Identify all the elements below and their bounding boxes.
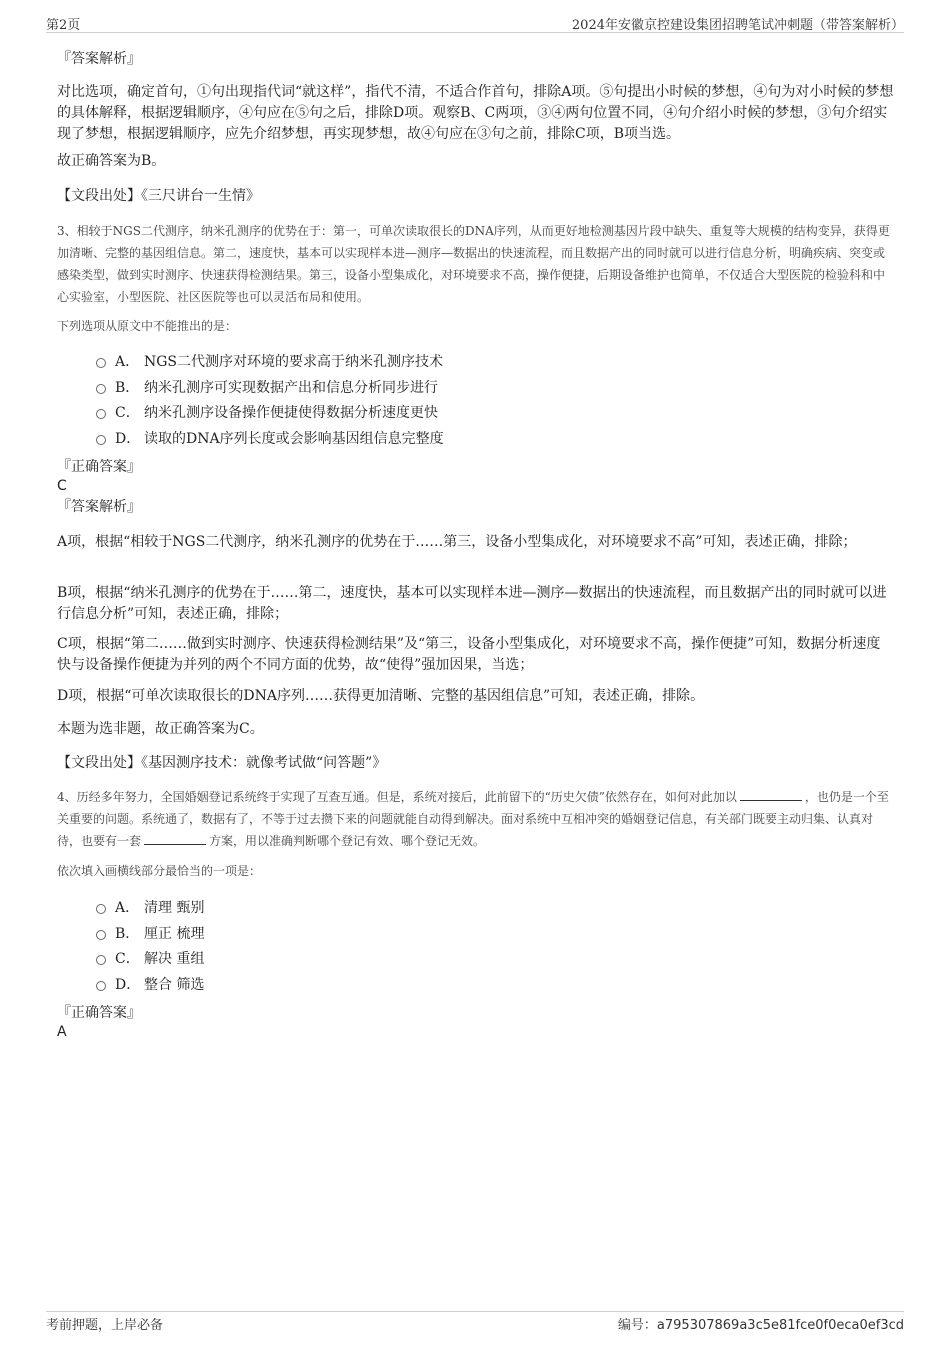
radio-icon[interactable] bbox=[96, 384, 106, 394]
q2-analysis-heading: 『答案解析』 bbox=[57, 51, 141, 67]
q4-answer-value: A bbox=[57, 1024, 67, 1040]
q3-analysis-c: C项，根据“第二……做到实时测序、快速获得检测结果”及“第三，设备小型集成化，对环境要求不高，操作便捷”可知，数据分析速度快与设备操作便捷为并列的两个不同方面的优势，故“使得”强加因果，当选； bbox=[57, 636, 881, 673]
q3-options bbox=[96, 352, 696, 454]
radio-icon[interactable] bbox=[96, 904, 106, 914]
page-header bbox=[46, 14, 904, 32]
q4-option-d[interactable] bbox=[96, 975, 696, 1001]
option-label: D． bbox=[115, 976, 141, 993]
q3-analysis-b: B项，根据“纳米孔测序的优势在于……第二，速度快，基本可以实现样本进—测序—数据出的快速流程，而且数据产出的同时就可以进行信息分析”可知，表述正确，排除； bbox=[57, 585, 887, 622]
q4-answer-heading: 『正确答案』 bbox=[57, 1005, 141, 1021]
q4-options bbox=[96, 898, 696, 1000]
fill-blank-1 bbox=[740, 790, 802, 801]
radio-icon[interactable] bbox=[96, 955, 106, 965]
document-id: 编号：a795307869a3c5e81fce0f0eca0ef3cd bbox=[617, 1318, 904, 1333]
q4-option-b[interactable] bbox=[96, 924, 696, 950]
radio-icon[interactable] bbox=[96, 409, 106, 419]
option-text: 解决 重组 bbox=[144, 951, 205, 967]
option-text: 厘正 梳理 bbox=[144, 925, 205, 942]
page-number: 第2页 bbox=[46, 18, 81, 33]
q3-option-a[interactable] bbox=[96, 352, 696, 378]
option-label: C． bbox=[115, 951, 140, 967]
option-label: B． bbox=[115, 925, 140, 942]
q3-analysis-d: D项，根据“可单次读取很长的DNA序列……获得更加清晰、完整的基因组信息”可知，表述正确，排除。 bbox=[57, 688, 705, 704]
option-text: 清理 甄别 bbox=[144, 900, 205, 916]
fill-blank-2 bbox=[144, 834, 206, 845]
q3-option-b[interactable] bbox=[96, 378, 696, 404]
q4-text-part2: ，也仍是一个至关重要的问题。系统通了，数据有了，不等于过去攒下来的问题就能自动得到解决。面对系统中互相冲突的婚姻登记信息，有关部门既要主动归集、认真对待，也要有一套 bbox=[57, 790, 889, 848]
q3-analysis-a: A项，根据“相较于NGS二代测序，纳米孔测序的优势在于……第三，设备小型集成化，对环境要求不高”可知，表述正确，排除； bbox=[57, 534, 857, 550]
q4-text-part3: 方案，用以准确判断哪个登记有效、哪个登记无效。 bbox=[209, 834, 486, 848]
option-label: A． bbox=[115, 900, 140, 916]
option-label: A． bbox=[115, 354, 140, 370]
q2-conclusion: 故正确答案为B。 bbox=[57, 153, 166, 169]
option-label: B． bbox=[115, 379, 140, 396]
q3-question-text: 3、相较于NGS二代测序，纳米孔测序的优势在于：第一，可单次读取很长的DNA序列，从而更好地检测基因片段中缺失、重复等大规模的结构变异，获得更加清晰、完整的基因组信息。第二，速度快，基本可以实现样本进—测序—数据出的快速流程，而且数据产出的同时就可以进行信息分析，明确疾病、突变或感染类型，做到实时测序、快速获得检测结果。第三，设备小型集成化，对环境要求不高，操作便捷，后期设备维护也简单，不仅适合大型医院的检验科和中心实验室，小型医院、社区医院等也可以灵活布局和使用。 bbox=[57, 224, 890, 304]
q2-source: 【文段出处】《三尺讲台一生情》 bbox=[57, 188, 260, 204]
document-title: 2024年安徽京控建设集团招聘笔试冲刺题（带答案解析） bbox=[571, 18, 904, 33]
option-label: C． bbox=[115, 405, 140, 421]
option-text: 读取的DNA序列长度或会影响基因组信息完整度 bbox=[144, 430, 444, 447]
q4-option-c[interactable] bbox=[96, 949, 696, 975]
q3-analysis-heading: 『答案解析』 bbox=[57, 499, 141, 515]
radio-icon[interactable] bbox=[96, 981, 106, 991]
option-text: 纳米孔测序设备操作便捷使得数据分析速度更快 bbox=[144, 405, 438, 421]
option-text: NGS二代测序对环境的要求高于纳米孔测序技术 bbox=[144, 354, 444, 370]
q2-analysis-text: 对比选项，确定首句，①句出现指代词“就这样”，指代不清，不适合作首句，排除A项。⑤句提出小时候的梦想，④句为对小时候的梦想的具体解释，根据逻辑顺序，④句应在⑤句之后，排除D项。观察B、C两项，③④两句位置不同，④句介绍小时候的梦想，③句介绍实现了梦想，根据逻辑顺序，应先介绍梦想，再实现梦想，故④句应在③句之前，排除C项，B项当选。 bbox=[57, 84, 894, 142]
q4-text-part1: 4、历经多年努力，全国婚姻登记系统终于实现了互查互通。但是，系统对接后，此前留下的“历史欠债”依然存在，如何对此加以 bbox=[57, 790, 737, 804]
footer-divider bbox=[46, 1311, 904, 1312]
header-divider bbox=[46, 32, 904, 33]
q3-conclusion: 本题为选非题，故正确答案为C。 bbox=[57, 721, 264, 737]
q3-source: 【文段出处】《基因测序技术：就像考试做“问答题”》 bbox=[57, 755, 387, 771]
q3-answer-value: C bbox=[57, 478, 67, 494]
option-label: D． bbox=[115, 430, 141, 447]
option-text: 纳米孔测序可实现数据产出和信息分析同步进行 bbox=[144, 379, 438, 396]
q3-prompt: 下列选项从原文中不能推出的是： bbox=[57, 319, 238, 333]
radio-icon[interactable] bbox=[96, 358, 106, 368]
radio-icon[interactable] bbox=[96, 930, 106, 940]
option-text: 整合 筛选 bbox=[144, 976, 205, 993]
q4-prompt: 依次填入画横线部分最恰当的一项是： bbox=[57, 864, 262, 878]
q3-option-d[interactable] bbox=[96, 429, 696, 455]
q3-answer-heading: 『正确答案』 bbox=[57, 459, 141, 475]
radio-icon[interactable] bbox=[96, 435, 106, 445]
footer-slogan: 考前押题，上岸必备 bbox=[46, 1318, 164, 1333]
q4-option-a[interactable] bbox=[96, 898, 696, 924]
q4-question-text bbox=[57, 786, 894, 852]
q3-option-c[interactable] bbox=[96, 403, 696, 429]
